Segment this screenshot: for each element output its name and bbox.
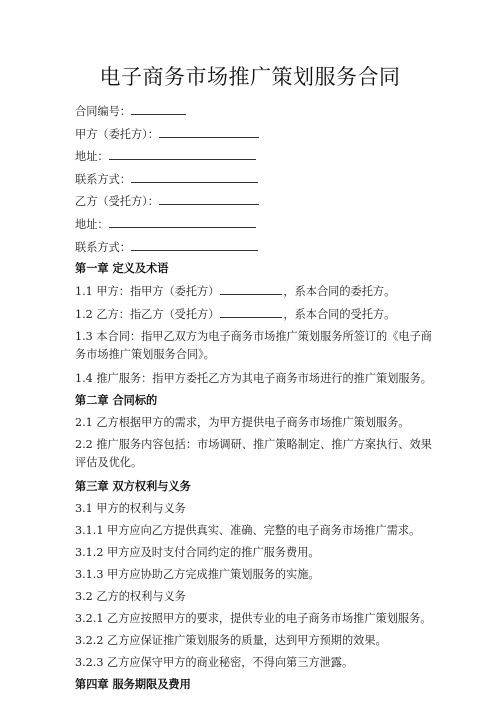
chapter-2-heading: 第二章 合同标的 <box>75 394 158 408</box>
clause-2-2: 2.2 推广服务内容包括：市场调研、推广策略制定、推广方案执行、效果评估及优化。 <box>75 438 432 470</box>
document-body <box>75 102 435 698</box>
clause-3-1: 3.1 甲方的权利与义务 <box>75 502 186 516</box>
chapter-3-heading: 第三章 双方权利与义务 <box>75 480 191 494</box>
clause-3-2-3: 3.2.3 乙方应保守甲方的商业秘密，不得向第三方泄露。 <box>75 656 354 670</box>
field-label: 联系方式： <box>75 172 131 186</box>
chapter-4-heading: 第四章 服务期限及费用 <box>75 678 191 692</box>
chapter-1-heading: 第一章 定义及术语 <box>75 262 169 276</box>
clause-1-3: 1.3 本合同：指甲乙双方为电子商务市场推广策划服务所签订的《电子商务市场推广策划服务合同》。 <box>75 330 432 362</box>
field-blank-line <box>131 238 258 251</box>
field-label: 地址： <box>75 150 109 164</box>
field-label: 甲方（委托方）： <box>75 127 159 141</box>
blank-line <box>220 282 282 295</box>
field-row <box>75 215 435 234</box>
field-label: 地址： <box>75 217 109 231</box>
blank-line <box>220 305 282 318</box>
field-label: 合同编号： <box>75 105 131 118</box>
clause-1-4: 1.4 推广服务：指甲方委托乙方为其电子商务市场进行的推广策划服务。 <box>75 372 432 386</box>
field-blank-line <box>109 147 256 160</box>
clause-3-1-2: 3.1.2 甲方应及时支付合同约定的推广服务费用。 <box>75 546 320 560</box>
field-blank-line <box>159 125 259 138</box>
field-label: 乙方（受托方）： <box>75 195 159 209</box>
field-row <box>75 125 435 144</box>
field-blank-line <box>109 215 256 228</box>
clause-3-1-1: 3.1.1 甲方应向乙方提供真实、准确、完整的电子商务市场推广需求。 <box>75 524 421 538</box>
field-row <box>75 238 435 257</box>
clause-3-2: 3.2 乙方的权利与义务 <box>75 590 186 604</box>
clause-3-1-3: 3.1.3 甲方应协助乙方完成推广策划服务的实施。 <box>75 568 320 582</box>
clause-1-1: 1.1 甲方：指甲方（委托方） ，系本合同的委托方。 <box>75 282 435 301</box>
field-blank-line <box>159 192 259 205</box>
document-title: 电子商务市场推广策划服务合同 <box>99 65 401 89</box>
clause-2-1: 2.1 乙方根据甲方的需求，为甲方提供电子商务市场推广策划服务。 <box>75 416 410 430</box>
clause-3-2-1: 3.2.1 乙方应按照甲方的要求，提供专业的电子商务市场推广策划服务。 <box>75 612 432 626</box>
party-fields <box>75 102 435 257</box>
clause-3-2-2: 3.2.2 乙方应保证推广策划服务的质量，达到甲方预期的效果。 <box>75 634 387 648</box>
field-blank-line <box>131 170 258 183</box>
field-label: 联系方式： <box>75 240 131 254</box>
field-row <box>75 102 435 121</box>
field-row <box>75 147 435 166</box>
field-row <box>75 170 435 189</box>
field-blank-line <box>131 102 186 115</box>
field-row <box>75 192 435 211</box>
clause-1-2: 1.2 乙方：指乙方（受托方） ，系本合同的受托方。 <box>75 305 435 324</box>
